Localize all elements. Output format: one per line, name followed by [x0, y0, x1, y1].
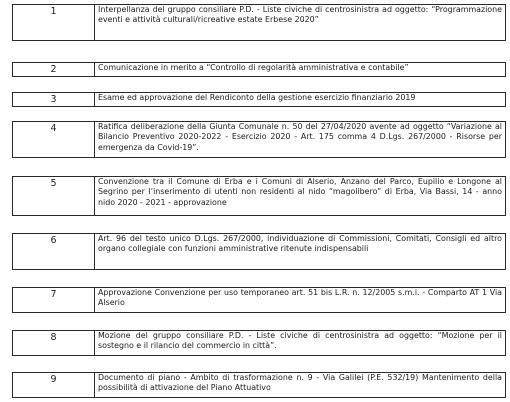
agenda-row-2 [12, 62, 506, 77]
item-number: 2 [13, 63, 95, 76]
item-number: 4 [13, 122, 95, 157]
agenda-row-9 [12, 372, 506, 398]
agenda-row-4 [12, 121, 506, 158]
item-text: Documento di piano - Ambito di trasformazione n. 9 - Via Galilei (P.E. 532/19) Mantenimento della possibilità di attivazione del Piano Attuativo [98, 373, 502, 393]
agenda-row-8 [12, 330, 506, 356]
item-number: 3 [13, 93, 95, 106]
agenda-row-5 [12, 176, 506, 216]
item-number: 8 [13, 331, 95, 355]
item-number: 6 [13, 234, 95, 269]
agenda-row-7 [12, 287, 506, 313]
item-text: Art. 96 del testo unico D.Lgs. 267/2000, individuazione di Commissioni, Comitati, Consigli ed altro organo collegiale con funzioni amministrative ritenute indispensabili [98, 234, 502, 254]
agenda-row-3 [12, 92, 506, 107]
item-number: 7 [13, 288, 95, 312]
item-text: Comunicazione in merito a “Controllo di regolarità amministrativa e contabile” [98, 63, 409, 72]
item-text: Approvazione Convenzione per uso temporaneo art. 51 bis L.R. n. 12/2005 s.m.i. - Comparto AT 1 Via Alserio [98, 288, 502, 308]
item-text: Interpellanza del gruppo consiliare P.D. - Liste civiche di centrosinistra ad oggetto: “Programmazione eventi e attività culturali/ricreative estate Erbese 2020” [98, 5, 502, 25]
agenda-row-1 [12, 4, 506, 41]
item-text: Mozione del gruppo consiliare P.D. - Liste civiche di centrosinistra ad oggetto: “Mozione per il sostegno e il rilancio del commercio in città”. [98, 331, 502, 351]
item-text: Esame ed approvazione del Rendiconto della gestione esercizio finanziario 2019 [98, 93, 416, 102]
item-number: 1 [13, 5, 95, 40]
item-text: Convenzione tra il Comune di Erba e i Comuni di Alserio, Anzano del Parco, Eupilio e Longone al Segrino per l’inserimento di utenti non residenti al nido “magolibero” di Erba, Via Bassi, 14 - anno nido 2020 - 2021 - approvazione [98, 177, 502, 207]
item-number: 9 [13, 373, 95, 397]
item-number: 5 [13, 177, 95, 215]
agenda-row-6 [12, 233, 506, 270]
item-text: Ratifica deliberazione della Giunta Comunale n. 50 del 27/04/2020 avente ad oggetto “Variazione al Bilancio Preventivo 2020-2022 - Esercizio 2020 - Art. 175 comma 4 D.Lgs. 267/2000 - Risorse per emergenza da Covid-19”. [98, 122, 502, 152]
